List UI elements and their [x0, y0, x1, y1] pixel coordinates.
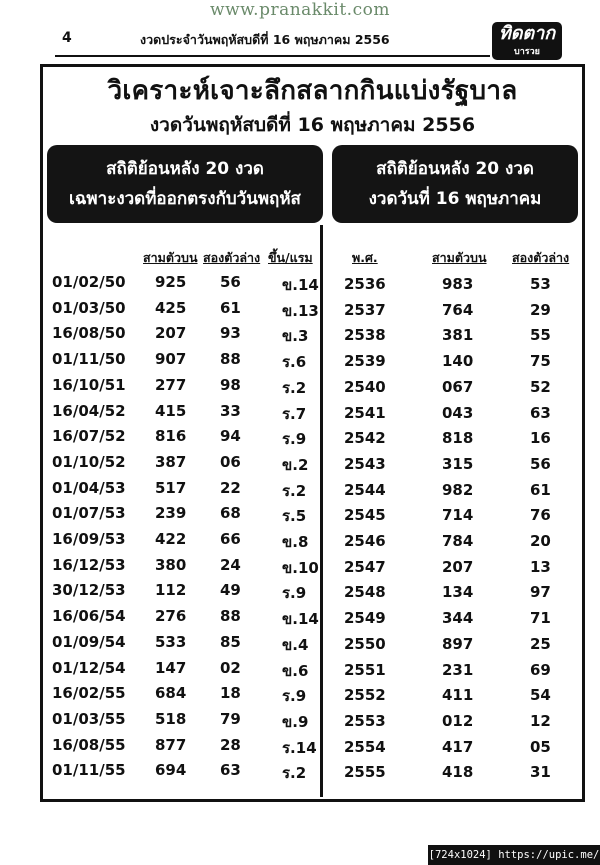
left-two-bottom: 63 — [220, 761, 241, 780]
left-lunar: ร.2 — [282, 481, 307, 500]
right-three-top: 140 — [442, 352, 474, 371]
right-three-top: 764 — [442, 300, 474, 319]
right-year: 2538 — [344, 326, 386, 345]
right-three-top: 043 — [442, 403, 474, 422]
left-lunar: ร.7 — [282, 404, 307, 423]
left-date: 16/08/55 — [52, 735, 126, 754]
left-three-top: 425 — [155, 298, 187, 317]
left-lunar: ข.3 — [282, 327, 309, 346]
left-date: 01/09/54 — [52, 632, 126, 651]
right-year: 2553 — [344, 711, 386, 730]
left-date: 30/12/53 — [52, 581, 126, 600]
right-year: 2541 — [344, 403, 386, 422]
left-two-bottom: 79 — [220, 709, 241, 728]
left-lunar: ข.14 — [282, 276, 319, 294]
left-lunar: ข.8 — [282, 533, 309, 551]
right-two-bottom: 29 — [530, 300, 551, 319]
left-lunar: ร.5 — [282, 507, 307, 526]
right-three-top: 067 — [442, 377, 474, 396]
left-three-top: 147 — [155, 658, 187, 677]
right-two-bottom: 76 — [530, 506, 551, 525]
left-three-top: 112 — [155, 581, 187, 600]
left-three-top: 422 — [155, 530, 187, 548]
right-two-bottom: 31 — [530, 763, 551, 782]
left-date: 01/11/55 — [52, 761, 126, 780]
left-date: 01/12/54 — [52, 658, 126, 677]
left-three-top: 415 — [155, 401, 187, 420]
column-divider — [320, 225, 323, 797]
right-year: 2555 — [344, 763, 386, 782]
right-year: 2544 — [344, 480, 386, 499]
left-two-bottom: 02 — [220, 658, 241, 677]
left-lunar: ข.9 — [282, 712, 309, 731]
right-two-bottom: 55 — [530, 326, 551, 345]
left-lunar: ข.10 — [282, 558, 319, 577]
left-two-bottom: 68 — [220, 504, 241, 523]
scan-footer: [724x1024] https://upic.me/ — [428, 845, 600, 865]
left-date: 16/09/53 — [52, 530, 126, 548]
site-watermark: www.pranakkit.com — [210, 0, 390, 20]
left-two-bottom: 66 — [220, 530, 241, 548]
left-date: 16/02/55 — [52, 684, 126, 703]
left-three-top: 239 — [155, 504, 187, 523]
right-year: 2536 — [344, 275, 386, 293]
left-date: 01/04/53 — [52, 478, 126, 497]
right-three-top: 983 — [442, 275, 474, 293]
left-lunar: ข.6 — [282, 661, 309, 680]
page-number: 4 — [62, 30, 72, 46]
right-header-year: พ.ศ. — [352, 250, 378, 265]
left-three-top: 907 — [155, 350, 187, 369]
left-two-bottom: 98 — [220, 375, 241, 394]
left-lunar: ร.9 — [282, 584, 307, 603]
left-two-bottom: 06 — [220, 452, 241, 471]
left-two-bottom: 33 — [220, 401, 241, 420]
left-three-top: 684 — [155, 684, 187, 703]
right-year: 2547 — [344, 557, 386, 576]
right-two-bottom: 63 — [530, 403, 551, 422]
left-three-top: 380 — [155, 555, 187, 574]
article-subtitle: งวดวันพฤหัสบดีที่ 16 พฤษภาคม 2556 — [149, 114, 476, 136]
left-two-bottom: 94 — [220, 427, 241, 446]
right-two-bottom: 75 — [530, 352, 551, 371]
left-date: 01/03/50 — [52, 298, 126, 317]
right-two-bottom: 54 — [530, 686, 551, 705]
logo-subtext: บารวย — [514, 47, 540, 57]
left-lunar: ร.9 — [282, 687, 307, 706]
magazine-logo — [492, 22, 562, 60]
left-date: 16/04/52 — [52, 401, 126, 420]
left-three-top: 276 — [155, 607, 187, 626]
left-two-bottom: 24 — [220, 555, 241, 574]
right-three-top: 714 — [442, 506, 474, 525]
right-three-top: 418 — [442, 763, 474, 782]
right-three-top: 897 — [442, 634, 474, 653]
right-two-bottom: 61 — [530, 480, 551, 499]
right-three-top: 134 — [442, 583, 474, 602]
right-three-top: 411 — [442, 686, 474, 705]
left-two-bottom: 93 — [220, 324, 241, 343]
right-two-bottom: 16 — [530, 429, 551, 448]
right-two-bottom: 12 — [530, 711, 551, 730]
right-header-two-bottom: สองตัวล่าง — [512, 250, 570, 265]
left-lunar: ร.9 — [282, 430, 307, 449]
right-three-top: 381 — [442, 326, 474, 345]
logo-text: ทิดตาก — [498, 23, 556, 44]
left-date: 01/10/52 — [52, 452, 126, 471]
right-two-bottom: 13 — [530, 557, 551, 576]
left-two-bottom: 22 — [220, 478, 241, 497]
draw-date-header: งวดประจำวันพฤหัสบดีที่ 16 พฤษภาคม 2556 — [140, 32, 390, 47]
right-banner-line1: สถิติย้อนหลัง 20 งวด — [376, 159, 534, 179]
right-two-bottom: 05 — [530, 737, 551, 756]
left-date: 01/07/53 — [52, 504, 126, 523]
right-two-bottom: 53 — [530, 275, 551, 293]
left-banner-line1: สถิติย้อนหลัง 20 งวด — [106, 159, 264, 179]
right-year: 2550 — [344, 634, 386, 653]
right-year: 2546 — [344, 532, 386, 550]
right-year: 2545 — [344, 506, 386, 525]
right-year: 2542 — [344, 429, 386, 448]
left-three-top: 387 — [155, 452, 187, 471]
right-year: 2554 — [344, 737, 386, 756]
left-banner-line2: เฉพาะงวดที่ออกตรงกับวันพฤหัส — [69, 189, 301, 209]
right-year: 2543 — [344, 454, 386, 473]
left-lunar: ข.4 — [282, 635, 309, 654]
article-title: วิเคราะห์เจาะลึกสลากกินแบ่งรัฐบาล — [107, 76, 518, 106]
right-three-top: 982 — [442, 480, 474, 499]
left-lunar: ข.13 — [282, 301, 319, 320]
left-two-bottom: 88 — [220, 350, 241, 369]
right-two-bottom: 52 — [530, 377, 551, 396]
left-date: 16/06/54 — [52, 607, 126, 626]
right-three-top: 344 — [442, 609, 474, 628]
right-two-bottom: 71 — [530, 609, 551, 628]
right-year: 2540 — [344, 377, 386, 396]
left-header-lunar: ขึ้น/แรม — [268, 250, 313, 265]
right-three-top: 315 — [442, 454, 474, 473]
right-year: 2537 — [344, 300, 386, 319]
left-three-top: 533 — [155, 632, 187, 651]
left-date: 16/07/52 — [52, 427, 126, 446]
left-lunar: ข.2 — [282, 455, 309, 474]
left-date: 01/02/50 — [52, 273, 126, 291]
right-two-bottom: 25 — [530, 634, 551, 653]
left-two-bottom: 56 — [220, 273, 241, 291]
right-three-top: 417 — [442, 737, 474, 756]
left-three-top: 517 — [155, 478, 187, 497]
left-three-top: 925 — [155, 273, 187, 291]
right-year: 2551 — [344, 660, 386, 679]
left-two-bottom: 85 — [220, 632, 241, 651]
right-two-bottom: 56 — [530, 454, 551, 473]
right-three-top: 012 — [442, 711, 474, 730]
right-year: 2539 — [344, 352, 386, 371]
right-year: 2552 — [344, 686, 386, 705]
left-lunar: ร.2 — [282, 378, 307, 397]
right-three-top: 784 — [442, 532, 474, 550]
header-rule — [55, 55, 490, 57]
left-three-top: 694 — [155, 761, 187, 780]
right-three-top: 818 — [442, 429, 474, 448]
left-two-bottom: 18 — [220, 684, 241, 703]
right-panel-banner — [332, 145, 578, 223]
left-date: 01/03/55 — [52, 709, 126, 728]
left-header-three-top: สามตัวบน — [143, 250, 198, 265]
left-date: 16/08/50 — [52, 324, 126, 343]
right-two-bottom: 97 — [530, 583, 551, 602]
right-header-three-top: สามตัวบน — [432, 250, 487, 265]
right-three-top: 231 — [442, 660, 474, 679]
right-year: 2549 — [344, 609, 386, 628]
left-two-bottom: 28 — [220, 735, 241, 754]
right-two-bottom: 20 — [530, 532, 551, 550]
left-panel-banner — [47, 145, 323, 223]
left-lunar: ข.14 — [282, 610, 319, 629]
left-date: 16/10/51 — [52, 375, 126, 394]
left-three-top: 877 — [155, 735, 187, 754]
left-header-two-bottom: สองตัวล่าง — [203, 250, 261, 265]
left-three-top: 816 — [155, 427, 187, 446]
left-three-top: 518 — [155, 709, 187, 728]
left-two-bottom: 88 — [220, 607, 241, 626]
right-banner-line2: งวดวันที่ 16 พฤษภาคม — [368, 189, 542, 209]
left-three-top: 207 — [155, 324, 187, 343]
left-two-bottom: 61 — [220, 298, 241, 317]
left-lunar: ร.14 — [282, 738, 317, 757]
right-three-top: 207 — [442, 557, 474, 576]
left-date: 16/12/53 — [52, 555, 126, 574]
left-lunar: ร.6 — [282, 353, 307, 372]
left-two-bottom: 49 — [220, 581, 241, 600]
right-two-bottom: 69 — [530, 660, 551, 679]
left-lunar: ร.2 — [282, 764, 307, 783]
left-three-top: 277 — [155, 375, 187, 394]
right-year: 2548 — [344, 583, 386, 602]
left-date: 01/11/50 — [52, 350, 126, 369]
